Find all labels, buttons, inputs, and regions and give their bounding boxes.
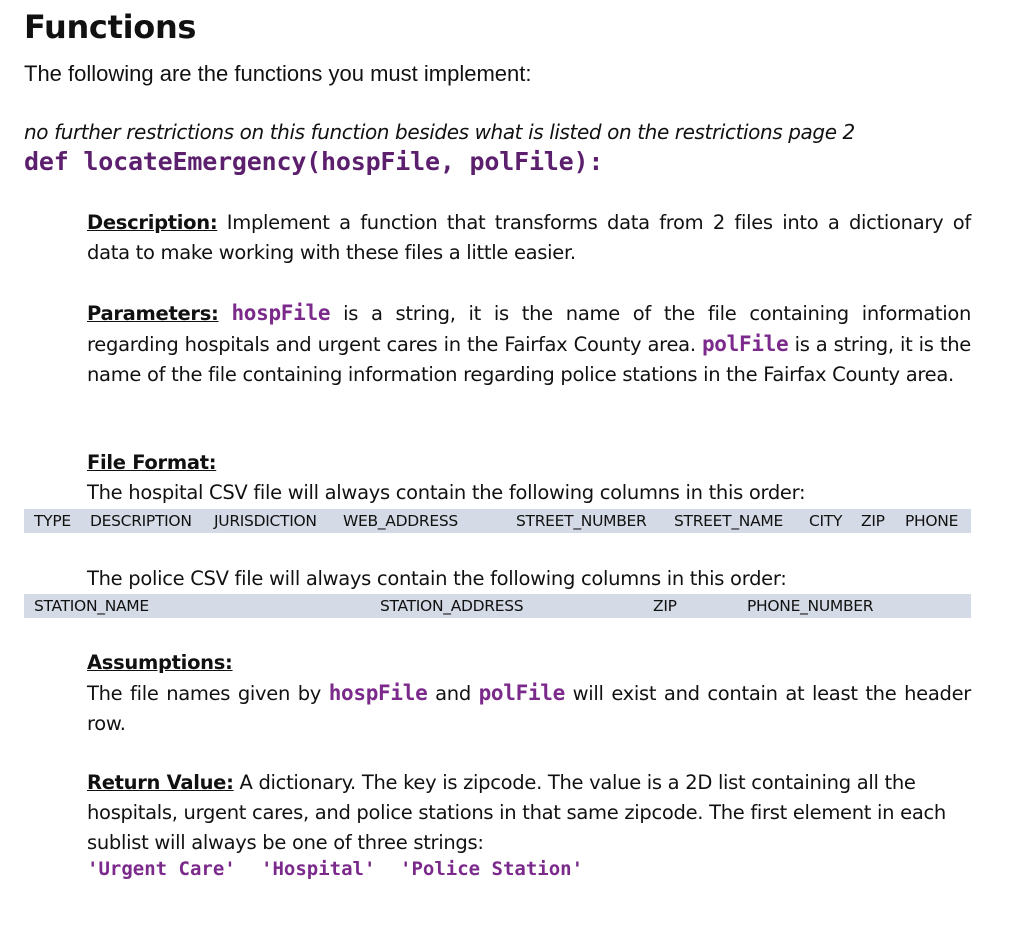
police-column: ZIP [653, 597, 677, 615]
description-text: Implement a function that transforms data from 2 files into a dictionary of data to make working with these files a little easier. [87, 211, 971, 264]
hospital-column: CITY [809, 512, 843, 530]
hospital-columns-line: The hospital CSV file will always contain the following columns in this order: [87, 481, 806, 504]
hospital-column: PHONE [905, 512, 959, 530]
assumptions-text-c: will exist and contain at least the header row. [87, 682, 971, 735]
string-hospital: 'Hospital' [261, 858, 376, 880]
assumptions-label: Assumptions: [87, 651, 233, 674]
police-column: STATION_NAME [34, 597, 149, 615]
string-police-station: 'Police Station' [400, 858, 584, 880]
description-label: Description: [87, 211, 218, 234]
assumptions-text-b: and [427, 682, 479, 705]
hospital-column: WEB_ADDRESS [343, 512, 458, 530]
param-polfile: polFile [701, 332, 789, 356]
string-urgent-care: 'Urgent Care' [87, 858, 236, 880]
return-value-section [87, 768, 971, 858]
assumptions-label-block [87, 648, 971, 678]
file-format-label: File Format: [87, 451, 217, 474]
page-title: Functions [24, 8, 197, 46]
parameters-text-1: is a string, it is the name of the file containing information regarding hospitals and urgent cares in the Fairfax County area. [87, 302, 972, 356]
hospital-column: DESCRIPTION [90, 512, 192, 530]
file-format-label-block [87, 448, 971, 478]
assumption-param-polfile: polFile [478, 681, 565, 705]
hospital-columns-table [24, 509, 971, 533]
hospital-column: STREET_NUMBER [516, 512, 647, 530]
return-value-label: Return Value: [87, 771, 234, 794]
hospital-column: JURISDICTION [214, 512, 317, 530]
hospital-column: STREET_NAME [674, 512, 783, 530]
parameters-label: Parameters: [87, 302, 219, 325]
param-hospfile: hospFile [231, 301, 331, 325]
description-section [87, 208, 971, 268]
hospital-column: TYPE [34, 512, 71, 530]
restriction-note: no further restrictions on this function besides what is listed on the restrictions page 2 [24, 120, 855, 144]
function-signature: def locateEmergency(hospFile, polFile): [24, 147, 604, 176]
assumptions-text [87, 678, 971, 739]
intro-text: The following are the functions you must implement: [24, 61, 532, 86]
assumptions-text-a: The file names given by [87, 682, 329, 705]
police-column: PHONE_NUMBER [747, 597, 874, 615]
police-column: STATION_ADDRESS [380, 597, 524, 615]
parameters-section [87, 298, 971, 390]
police-columns-line: The police CSV file will always contain the following columns in this order: [87, 567, 787, 590]
police-columns-table [24, 594, 971, 618]
assumption-param-hospfile: hospFile [328, 681, 428, 705]
parameters-text-2: is a string, it is the name of the file containing information regarding police stations in the Fairfax County area. [87, 333, 971, 386]
hospital-column: ZIP [861, 512, 885, 530]
return-value-text: A dictionary. The key is zipcode. The value is a 2D list containing all the hospitals, urgent cares, and police stations in that same zipcode. The first element in each sublist will always be one of three strings: [87, 771, 946, 854]
